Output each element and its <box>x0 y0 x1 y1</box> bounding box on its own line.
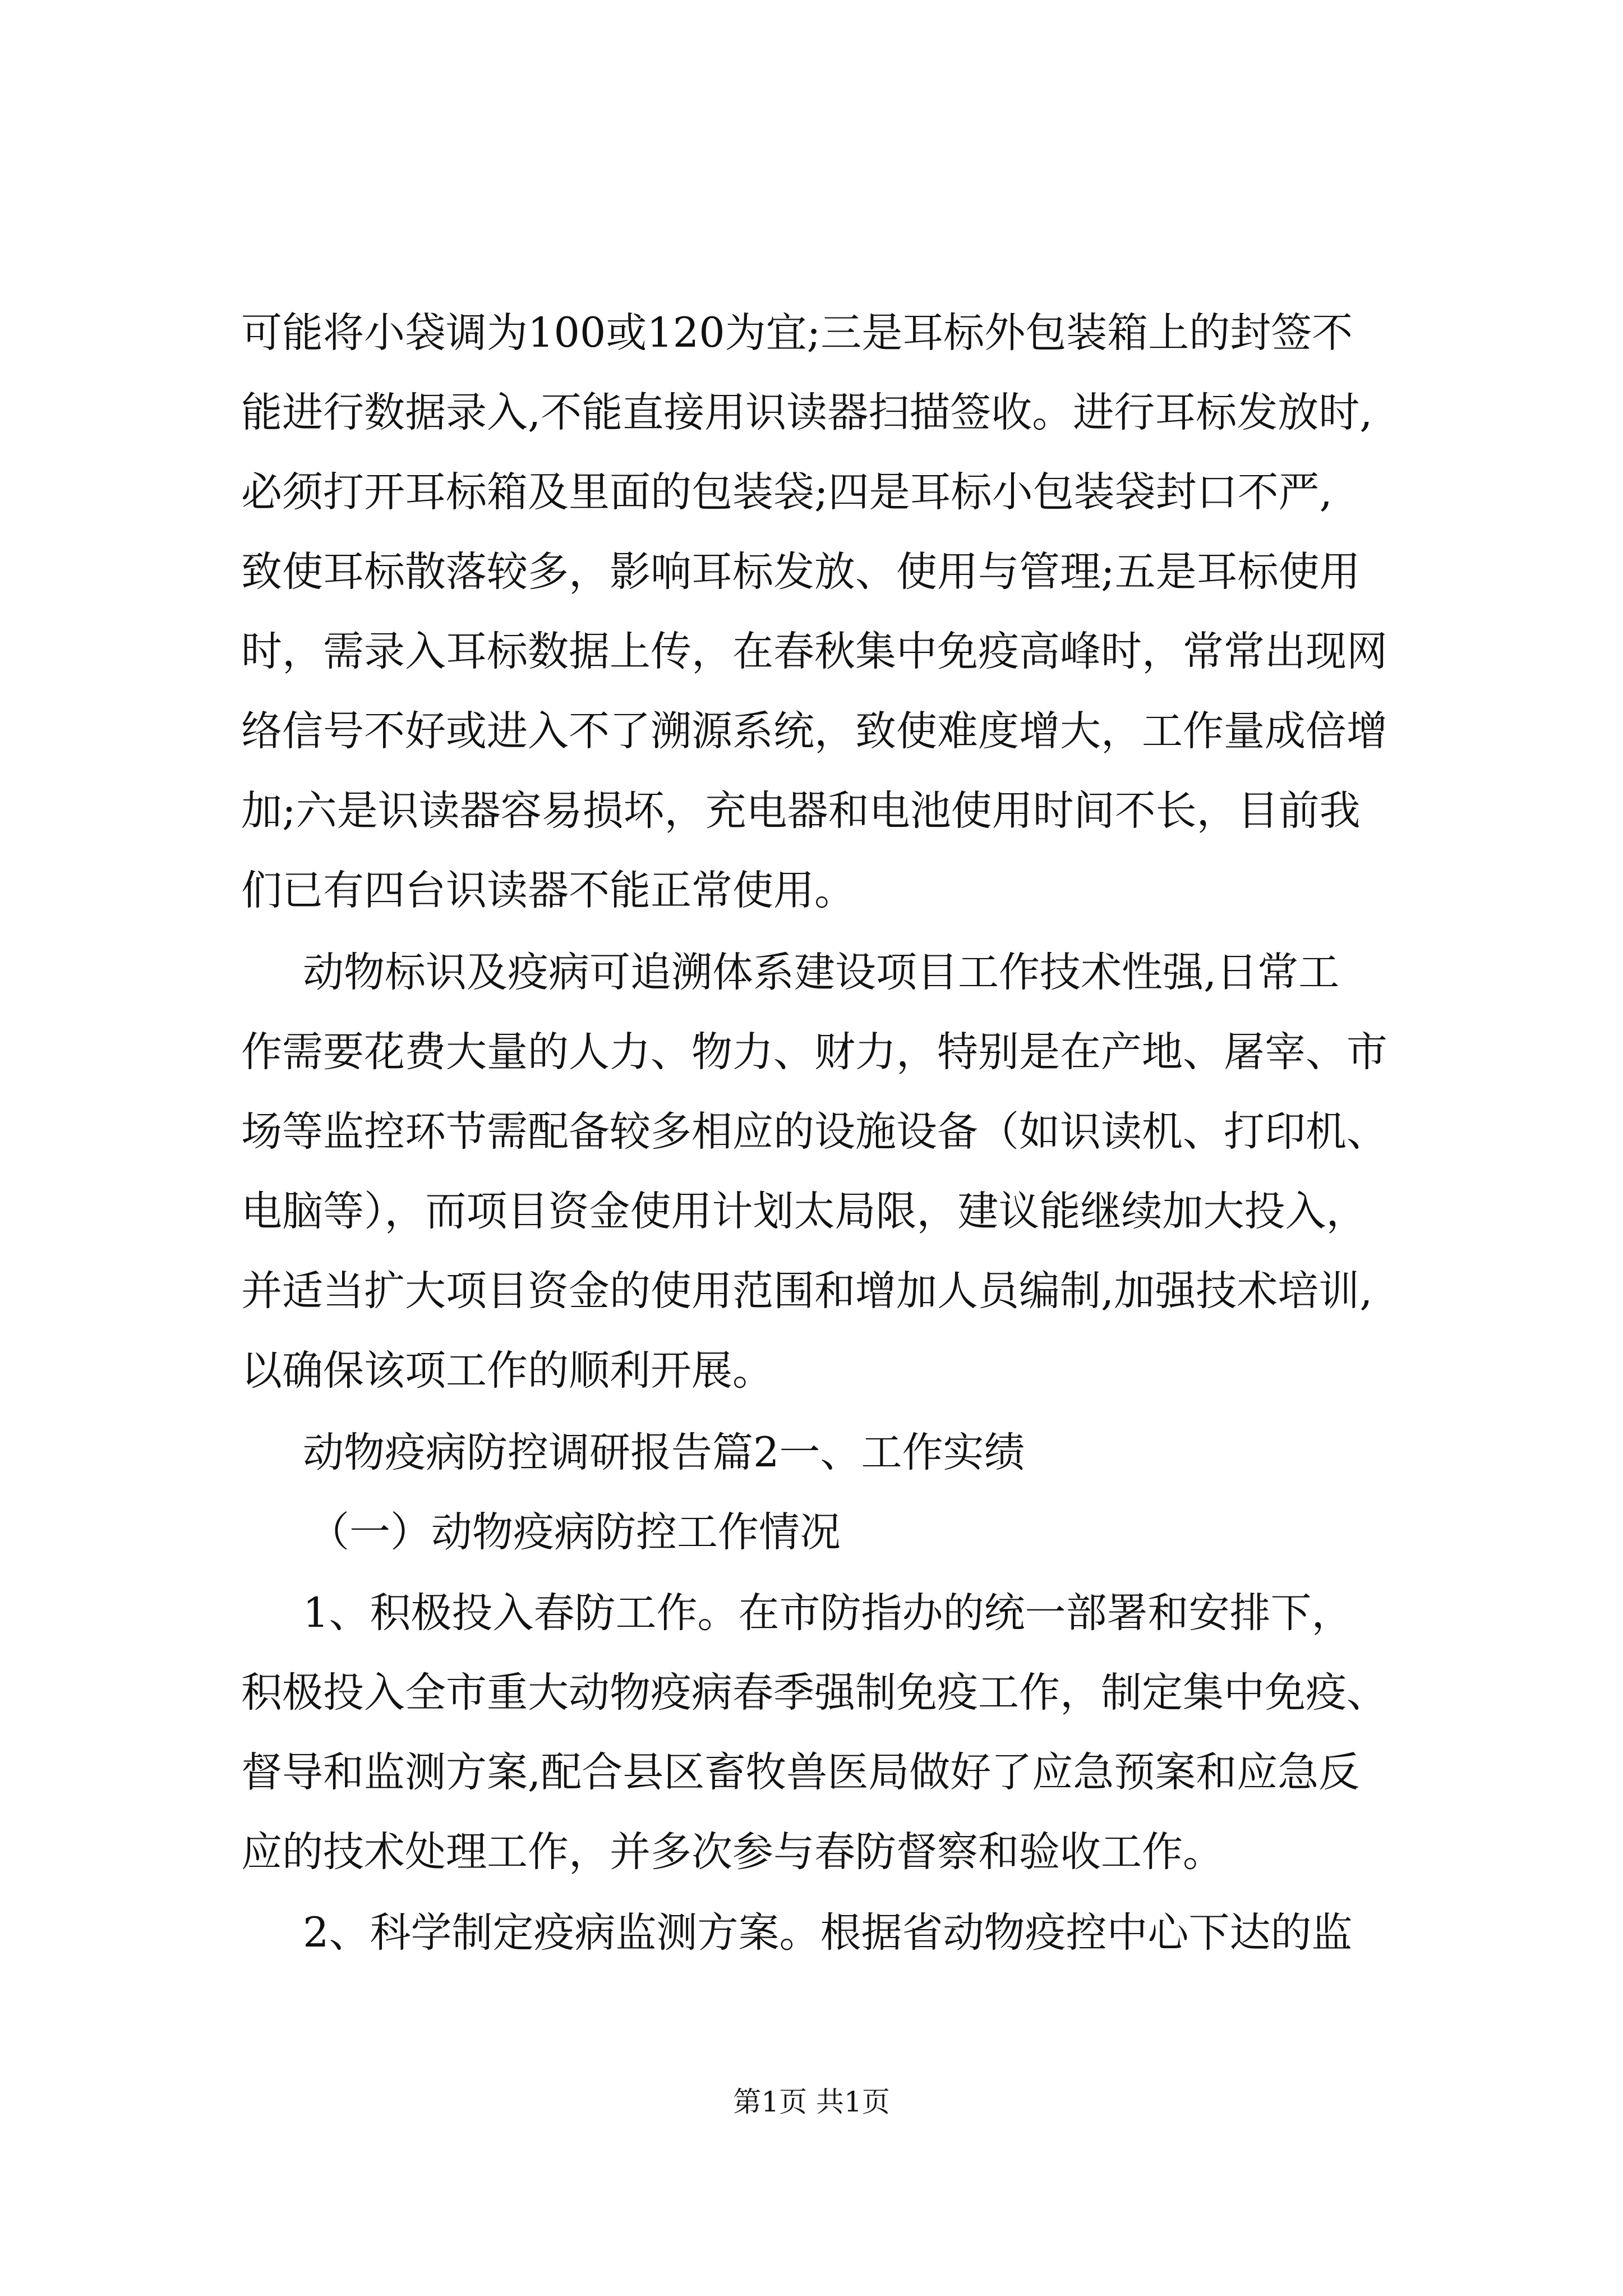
page-footer: 第1页 共1页 <box>733 2086 890 2118</box>
text-line: 以确保该项工作的顺利开展。 <box>241 1347 773 1395</box>
text-line: 能进行数据录入,不能直接用识读器扫描签收。进行耳标发放时, <box>241 389 1373 436</box>
text-line: 们已有四台识读器不能正常使用。 <box>241 867 855 914</box>
section-heading: 动物疫病防控调研报告篇2一、工作实绩 <box>303 1429 1025 1476</box>
text-line: 作需要花费大量的人力、物力、财力，特别是在产地、屠宰、市 <box>241 1028 1387 1076</box>
paragraph-first-line: 动物标识及疫病可追溯体系建设项目工作技术性强,日常工 <box>303 949 1340 996</box>
text-line: 必须打开耳标箱及里面的包装袋;四是耳标小包装袋封口不严, <box>241 468 1332 516</box>
text-line: 电脑等），而项目资金使用计划太局限，建议能继续加大投入， <box>241 1188 1367 1235</box>
text-line: 时，需录入耳标数据上传，在春秋集中免疫高峰时，常常出现网 <box>241 628 1387 675</box>
paragraph-first-line: 1、积极投入春防工作。在市防指办的统一部署和安排下， <box>303 1589 1353 1637</box>
text-line: 场等监控环节需配备较多相应的设施设备（如识读机、打印机、 <box>241 1108 1387 1156</box>
text-line: 积极投入全市重大动物疫病春季强制免疫工作，制定集中免疫、 <box>241 1669 1387 1717</box>
text-line: 致使耳标散落较多，影响耳标发放、使用与管理;五是耳标使用 <box>241 548 1361 596</box>
text-line: 络信号不好或进入不了溯源系统，致使难度增大，工作量成倍增 <box>241 707 1387 755</box>
text-line: 可能将小袋调为100或120为宜;三是耳标外包装箱上的封签不 <box>241 309 1353 357</box>
text-line: 并适当扩大项目资金的使用范围和增加人员编制,加强技术培训, <box>241 1267 1373 1315</box>
subsection-heading: （一）动物疫病防控工作情况 <box>308 1508 841 1556</box>
text-line: 应的技术处理工作，并多次参与春防督察和验收工作。 <box>241 1828 1224 1876</box>
text-line: 加;六是识读器容易损坏，充电器和电池使用时间不长，目前我 <box>241 787 1361 835</box>
text-line: 督导和监测方案,配合县区畜牧兽医局做好了应急预案和应急反 <box>241 1749 1360 1796</box>
paragraph-first-line: 2、科学制定疫病监测方案。根据省动物疫控中心下达的监 <box>303 1909 1353 1957</box>
